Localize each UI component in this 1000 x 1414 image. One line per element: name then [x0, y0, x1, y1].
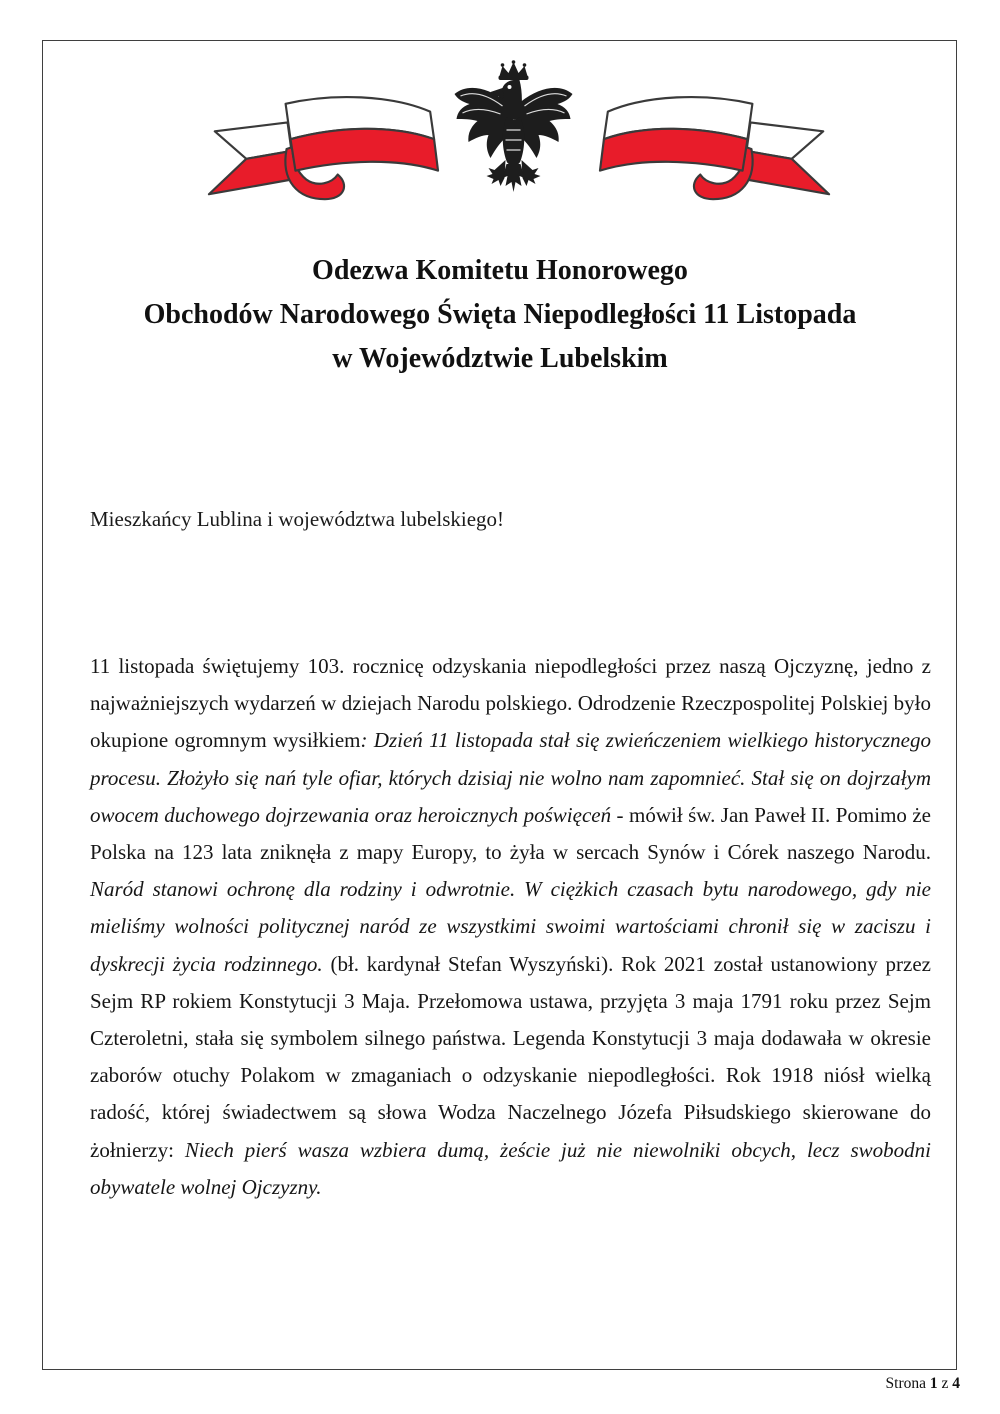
footer-total-pages: 4 — [952, 1375, 960, 1392]
footer-prefix: Strona — [885, 1375, 930, 1392]
paragraph-segment-italic: Naród stanowi ochronę dla rodziny i odwrotnie. W ciężkich czasach bytu narodowego, gdy nie mieliśmy wolności politycznej naród ze wszystkimi swoimi wartościami chronił się w zaciszu i dyskrecji życia rodzinnego. — [90, 877, 931, 976]
title-line-1: Odezwa Komitetu Honorowego — [312, 255, 688, 286]
document-title — [0, 249, 1000, 381]
paragraph-segment-italic: : Dzień 11 listopada stał się zwieńczeniem wielkiego historycznego procesu. Złożyło się nań tyle ofiar, których dzisiaj nie wolno nam zapomnieć. Stał się on dojrzałym owocem duchowego dojrzewania oraz heroicznych poświęceń — [90, 728, 931, 827]
body-paragraph — [90, 648, 931, 1206]
paragraph-segment-italic: Niech pierś wasza wzbiera dumą, żeście już nie niewolniki obcych, lecz swobodni obywatele wolnej Ojczyzny. — [90, 1137, 931, 1199]
page-footer — [886, 1375, 960, 1393]
title-line-3: w Województwie Lubelskim — [332, 343, 668, 374]
paragraph-segment-regular: (bł. kardynał Stefan Wyszyński). Rok 2021 został ustanowiony przez Sejm RP rokiem Konstytucji 3 Maja. Przełomowa ustawa, przyjęta 3 maja 1791 roku przez Sejm Czteroletni, stała się symbolem silnego państwa. Legenda Konstytucji 3 maja dodawała w okresie zaborów otuchy Polakom w zmaganiach o odzyskanie niepodległości. Rok 1918 niósł wielką radość, której świadectwem są słowa Wodza Naczelnego Józefa Piłsudskiego skierowane do żołnierzy: — [90, 951, 931, 1162]
paragraph-segment-regular: - mówił św. Jan Paweł II. Pomimo że Polska na 123 lata zniknęła z mapy Europy, to żyła w sercach Synów i Córek naszego Narodu. — [90, 802, 931, 865]
footer-separator: z — [937, 1375, 953, 1392]
polish-crowned-eagle-icon — [447, 60, 580, 200]
footer-page-number: 1 — [929, 1375, 938, 1392]
salutation: Mieszkańcy Lublina i województwa lubelskiego! — [90, 507, 505, 531]
paragraph-segment-regular: 11 listopada świętujemy 103. rocznicę odzyskania niepodległości przez naszą Ojczyznę, jedno z najważniejszych wydarzeń w dziejach Narodu polskiego. Odrodzenie Rzeczpospolitej Polskiej było okupione ogromnym wysiłkiem — [90, 654, 931, 753]
title-line-2: Obchodów Narodowego Święta Niepodległości 11 Listopada — [143, 299, 857, 330]
polish-flag-ribbon-right-icon — [598, 90, 836, 208]
polish-flag-ribbon-left-icon — [202, 90, 440, 208]
